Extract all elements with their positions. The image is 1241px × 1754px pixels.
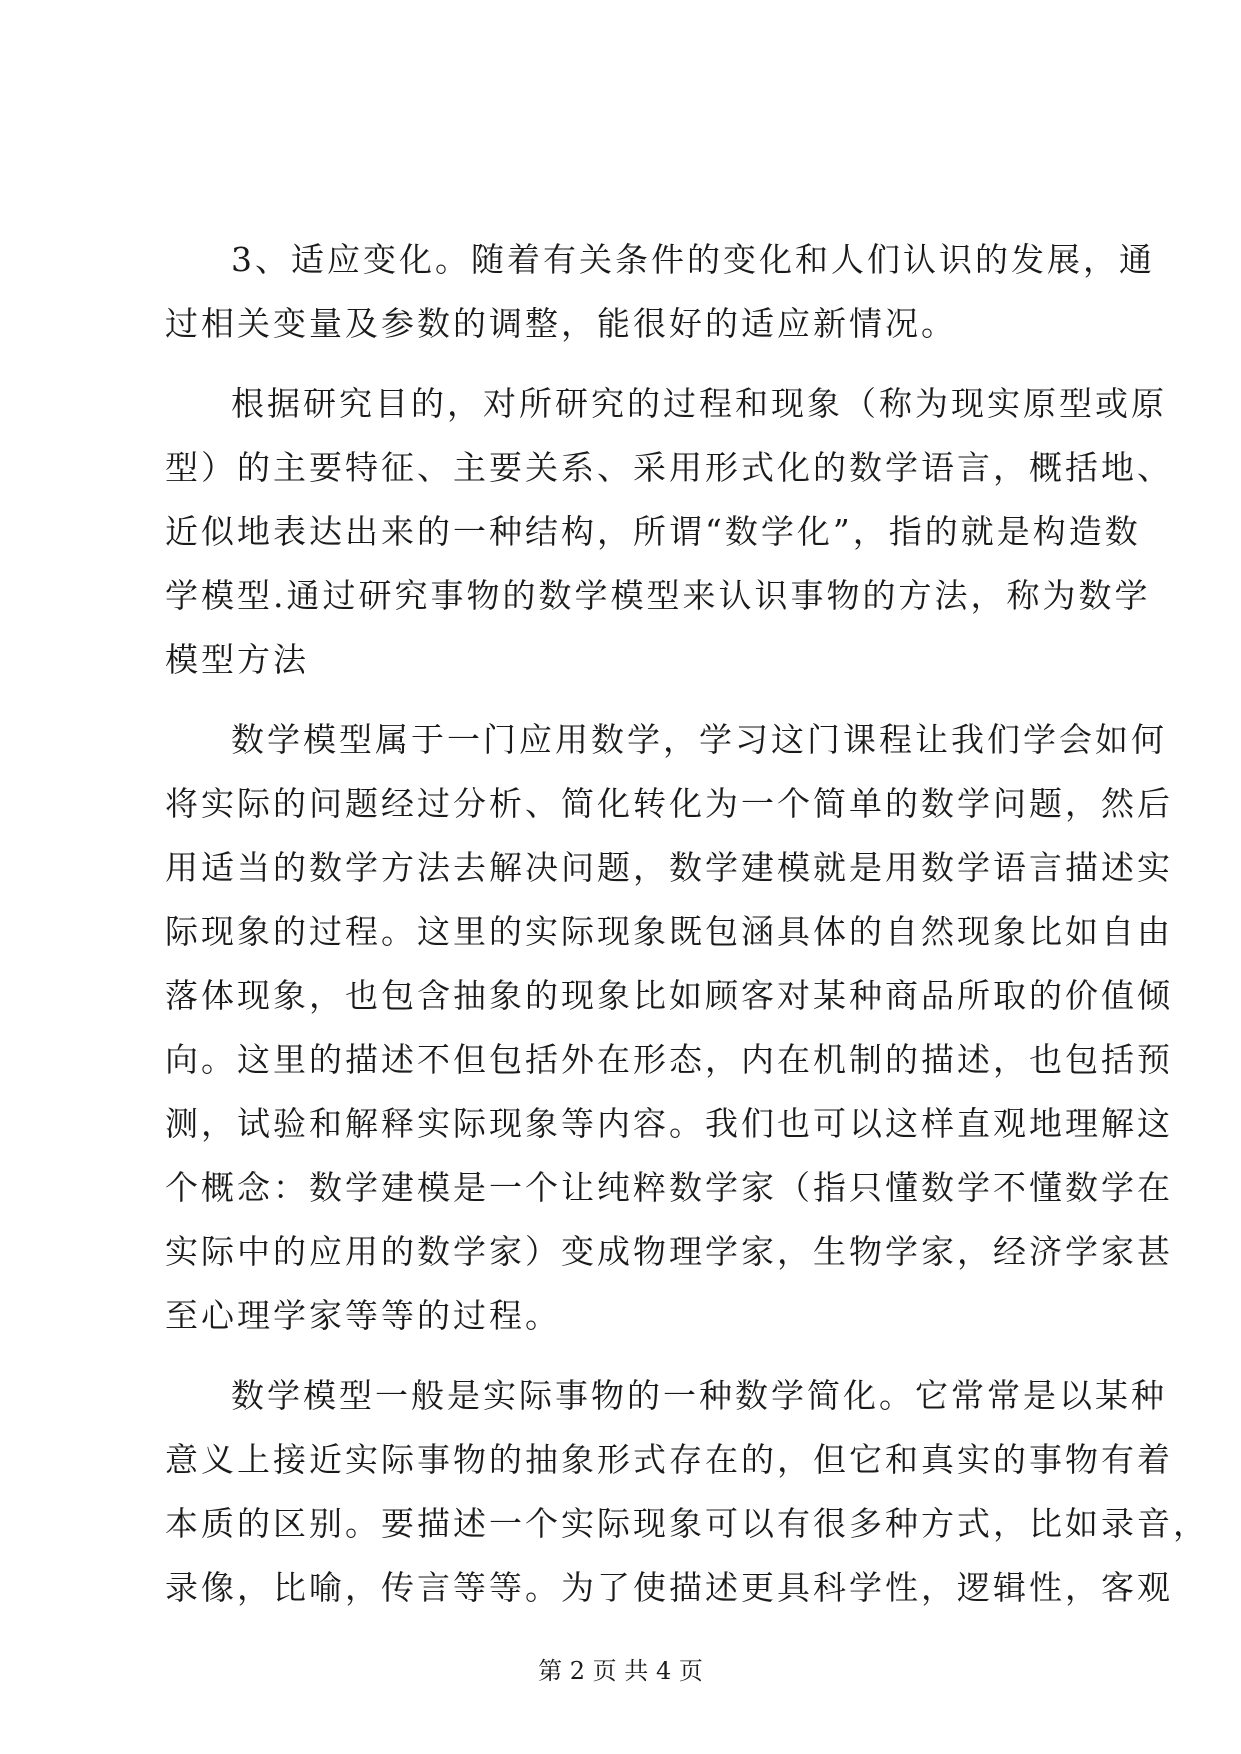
text-line: 过相关变量及参数的调整，能很好的适应新情况。: [165, 304, 957, 343]
text-line: 3、适应变化。随着有关条件的变化和人们认识的发展，通: [231, 240, 1155, 279]
text-line: 向。这里的描述不但包括外在形态，内在机制的描述，也包括预: [165, 1040, 1173, 1079]
paragraph-4: [165, 1364, 1209, 1620]
text-line: 模型方法: [165, 640, 309, 679]
paragraph-3: [165, 708, 1173, 1348]
text-line: 数学模型一般是实际事物的一种数学简化。它常常是以某种: [231, 1376, 1167, 1415]
text-line: 际现象的过程。这里的实际现象既包涵具体的自然现象比如自由: [165, 912, 1173, 951]
text-line: 用适当的数学方法去解决问题，数学建模就是用数学语言描述实: [165, 848, 1173, 887]
text-line: 录像，比喻，传言等等。为了使描述更具科学性，逻辑性，客观: [165, 1568, 1173, 1607]
paragraph-1: [165, 228, 1155, 356]
text-line: 落体现象，也包含抽象的现象比如顾客对某种商品所取的价值倾: [165, 976, 1173, 1015]
text-line: 实际中的应用的数学家）变成物理学家，生物学家，经济学家甚: [165, 1232, 1173, 1271]
text-line: 至心理学家等等的过程。: [165, 1296, 561, 1335]
text-line: 意义上接近实际事物的抽象形式存在的，但它和真实的事物有着: [165, 1440, 1173, 1479]
text-line: 将实际的问题经过分析、简化转化为一个简单的数学问题，然后: [165, 784, 1173, 823]
paragraph-2: [165, 372, 1173, 692]
text-line: 个概念：数学建模是一个让纯粹数学家（指只懂数学不懂数学在: [165, 1168, 1173, 1207]
text-line: 近似地表达出来的一种结构，所谓“数学化”，指的就是构造数: [165, 512, 1141, 551]
text-line: 根据研究目的，对所研究的过程和现象（称为现实原型或原: [231, 384, 1167, 423]
text-line: 本质的区别。要描述一个实际现象可以有很多种方式，比如录音，: [165, 1504, 1209, 1543]
text-line: 学模型.通过研究事物的数学模型来认识事物的方法，称为数学: [165, 576, 1151, 615]
text-line: 型）的主要特征、主要关系、采用形式化的数学语言，概括地、: [165, 448, 1173, 487]
page-number-label: 第 2 页 共 4 页: [538, 1657, 703, 1685]
document-body: [165, 228, 1209, 1620]
text-line: 测，试验和解释实际现象等内容。我们也可以这样直观地理解这: [165, 1104, 1173, 1143]
page-footer: [0, 1656, 1241, 1686]
text-line: 数学模型属于一门应用数学，学习这门课程让我们学会如何: [231, 720, 1167, 759]
